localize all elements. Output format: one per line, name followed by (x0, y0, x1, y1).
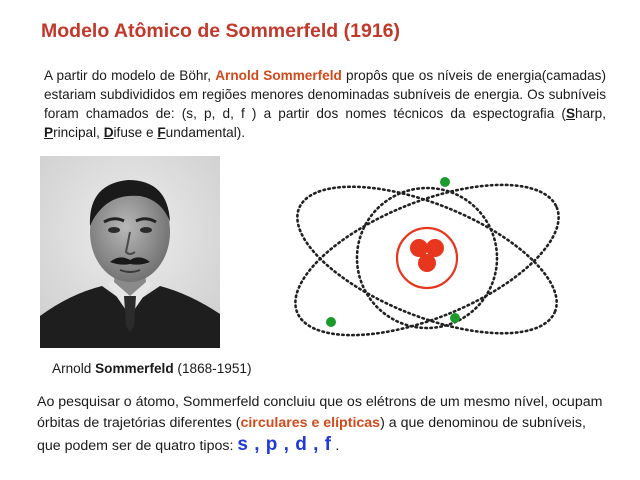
conclusion-paragraph: Ao pesquisar o átomo, Sommerfeld concluiu que os elétrons de um mesmo nível, ocupam órbitas de trajetórias diferentes (circulares e elípticas) a que denominou de subníveis, que podem ser de quatro tipos: s , p , d , f . (37, 394, 603, 455)
electron (450, 313, 460, 323)
electron (440, 177, 450, 187)
atom-diagram (262, 160, 592, 360)
nucleus-particle (418, 254, 436, 272)
sommerfeld-name: Arnold Sommerfeld (215, 68, 342, 83)
electron (326, 317, 336, 327)
portrait-caption: Arnold Sommerfeld (1868-1951) (52, 361, 252, 376)
intro-paragraph: A partir do modelo de Böhr, Arnold Sommerfeld propôs que os níveis de energia(camadas) estariam subdivididos em regiões menores denominadas subníveis de energia. Os subníveis foram chamados de: (s, p, d, f ) a partir dos nomes técnicos da espectografia (Sharp, Principal, Difuse e Fundamental). (44, 68, 606, 140)
orbit-types-highlight: circulares e elípticas (240, 415, 381, 431)
slide-title: Modelo Atômico de Sommerfeld (1916) (41, 20, 401, 42)
sublevels-list: s , p , d , f (237, 434, 332, 455)
sommerfeld-portrait (40, 156, 220, 348)
